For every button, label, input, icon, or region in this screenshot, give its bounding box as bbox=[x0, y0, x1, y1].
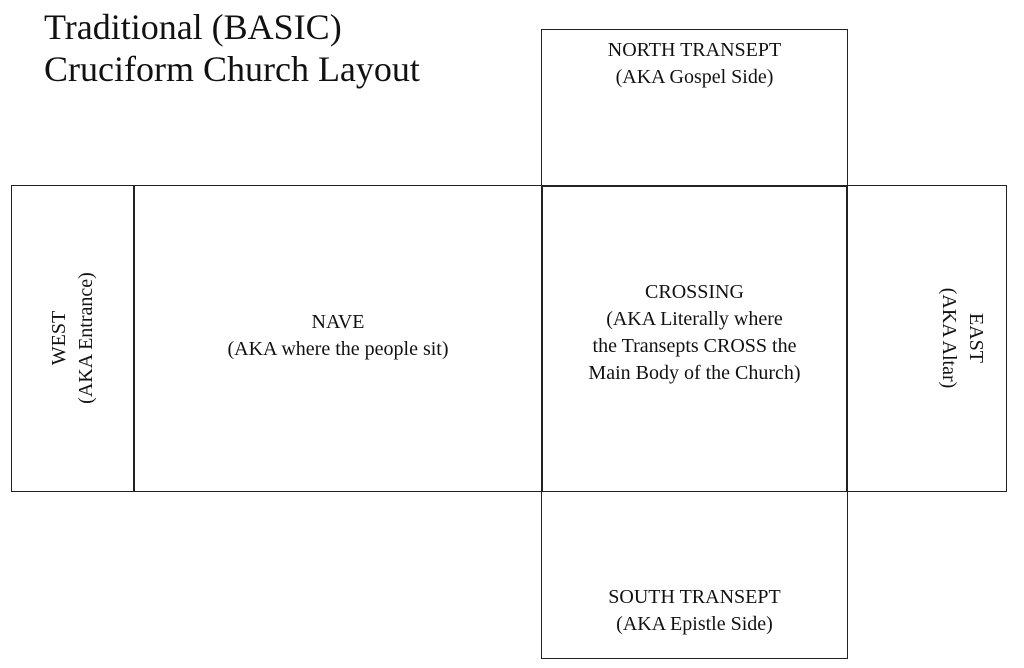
north-transept-label bbox=[541, 37, 848, 91]
east-note: (AKA Altar) bbox=[938, 287, 960, 389]
crossing-note-line-1: (AKA Literally where bbox=[606, 308, 783, 330]
crossing-note-line-2: the Transepts CROSS the bbox=[592, 335, 797, 357]
east-label bbox=[935, 288, 989, 389]
diagram-title bbox=[44, 6, 420, 90]
nave-name: NAVE bbox=[311, 311, 365, 333]
west-label bbox=[46, 272, 100, 404]
title-line-2: Cruciform Church Layout bbox=[44, 49, 420, 89]
south-transept-label bbox=[541, 584, 848, 638]
east-name: EAST bbox=[965, 312, 987, 363]
west-name: WEST bbox=[48, 310, 70, 366]
north-transept-name: NORTH TRANSEPT bbox=[607, 39, 782, 61]
title-line-1: Traditional (BASIC) bbox=[44, 7, 342, 47]
south-transept-name: SOUTH TRANSEPT bbox=[608, 586, 781, 608]
north-transept-note: (AKA Gospel Side) bbox=[615, 66, 774, 88]
west-note: (AKA Entrance) bbox=[75, 272, 97, 404]
crossing-name: CROSSING bbox=[645, 281, 744, 303]
south-transept-note: (AKA Epistle Side) bbox=[616, 613, 773, 635]
crossing-label bbox=[541, 279, 848, 387]
crossing-note-line-3: Main Body of the Church) bbox=[588, 362, 801, 384]
nave-note: (AKA where the people sit) bbox=[227, 338, 449, 360]
nave-label bbox=[133, 309, 543, 363]
